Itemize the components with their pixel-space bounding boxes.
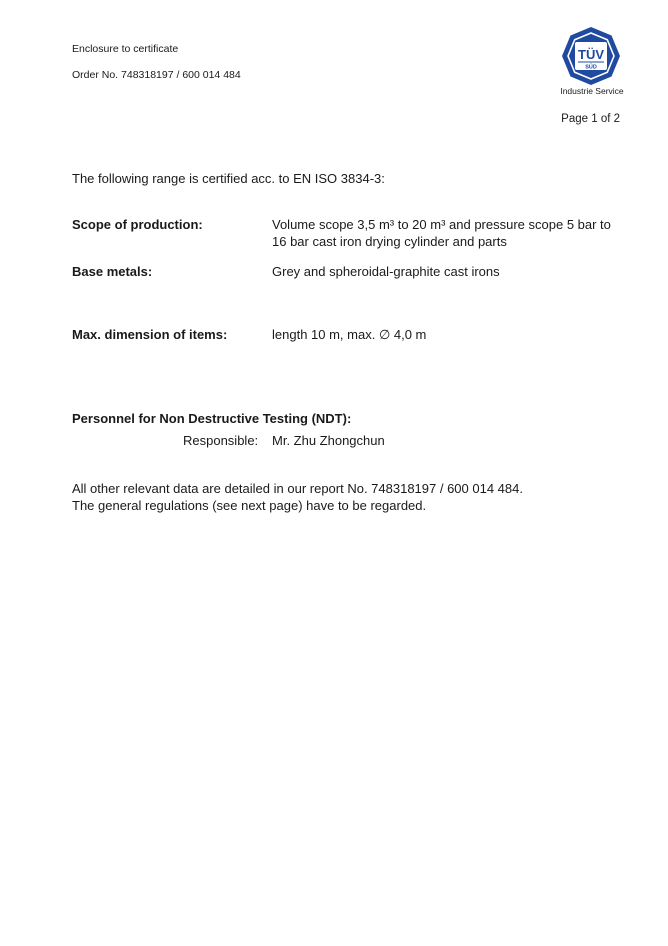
responsible-label: Responsible:	[183, 433, 259, 448]
base-metals-value: Grey and spheroidal-graphite cast irons	[272, 264, 500, 279]
base-metals-label: Base metals:	[72, 264, 153, 279]
responsible-name: Mr. Zhu Zhongchun	[272, 433, 385, 448]
scope-value-line1: Volume scope 3,5 m³ to 20 m³ and pressure scope 5 bar to	[272, 217, 611, 232]
scope-label: Scope of production:	[72, 217, 203, 232]
logo-text: TÜV	[578, 47, 604, 62]
division-label: Industrie Service	[560, 86, 624, 96]
logo-subtext: SÜD	[585, 64, 597, 71]
personnel-heading: Personnel for Non Destructive Testing (NDT):	[72, 411, 352, 426]
max-dimension-value: length 10 m, max. ∅ 4,0 m	[272, 327, 427, 342]
max-dimension-label: Max. dimension of items:	[72, 327, 228, 342]
footer-line1: All other relevant data are detailed in our report No. 748318197 / 600 014 484.	[72, 481, 523, 496]
page-number: Page 1 of 2	[561, 113, 620, 125]
enclosure-label: Enclosure to certificate	[72, 43, 179, 55]
order-number: Order No. 748318197 / 600 014 484	[72, 69, 241, 81]
scope-value-line2: 16 bar cast iron drying cylinder and parts	[272, 234, 507, 249]
footer-line2: The general regulations (see next page) have to be regarded.	[72, 498, 427, 513]
tuv-sud-logo	[561, 26, 621, 86]
intro-text: The following range is certified acc. to EN ISO 3834-3:	[72, 171, 385, 186]
